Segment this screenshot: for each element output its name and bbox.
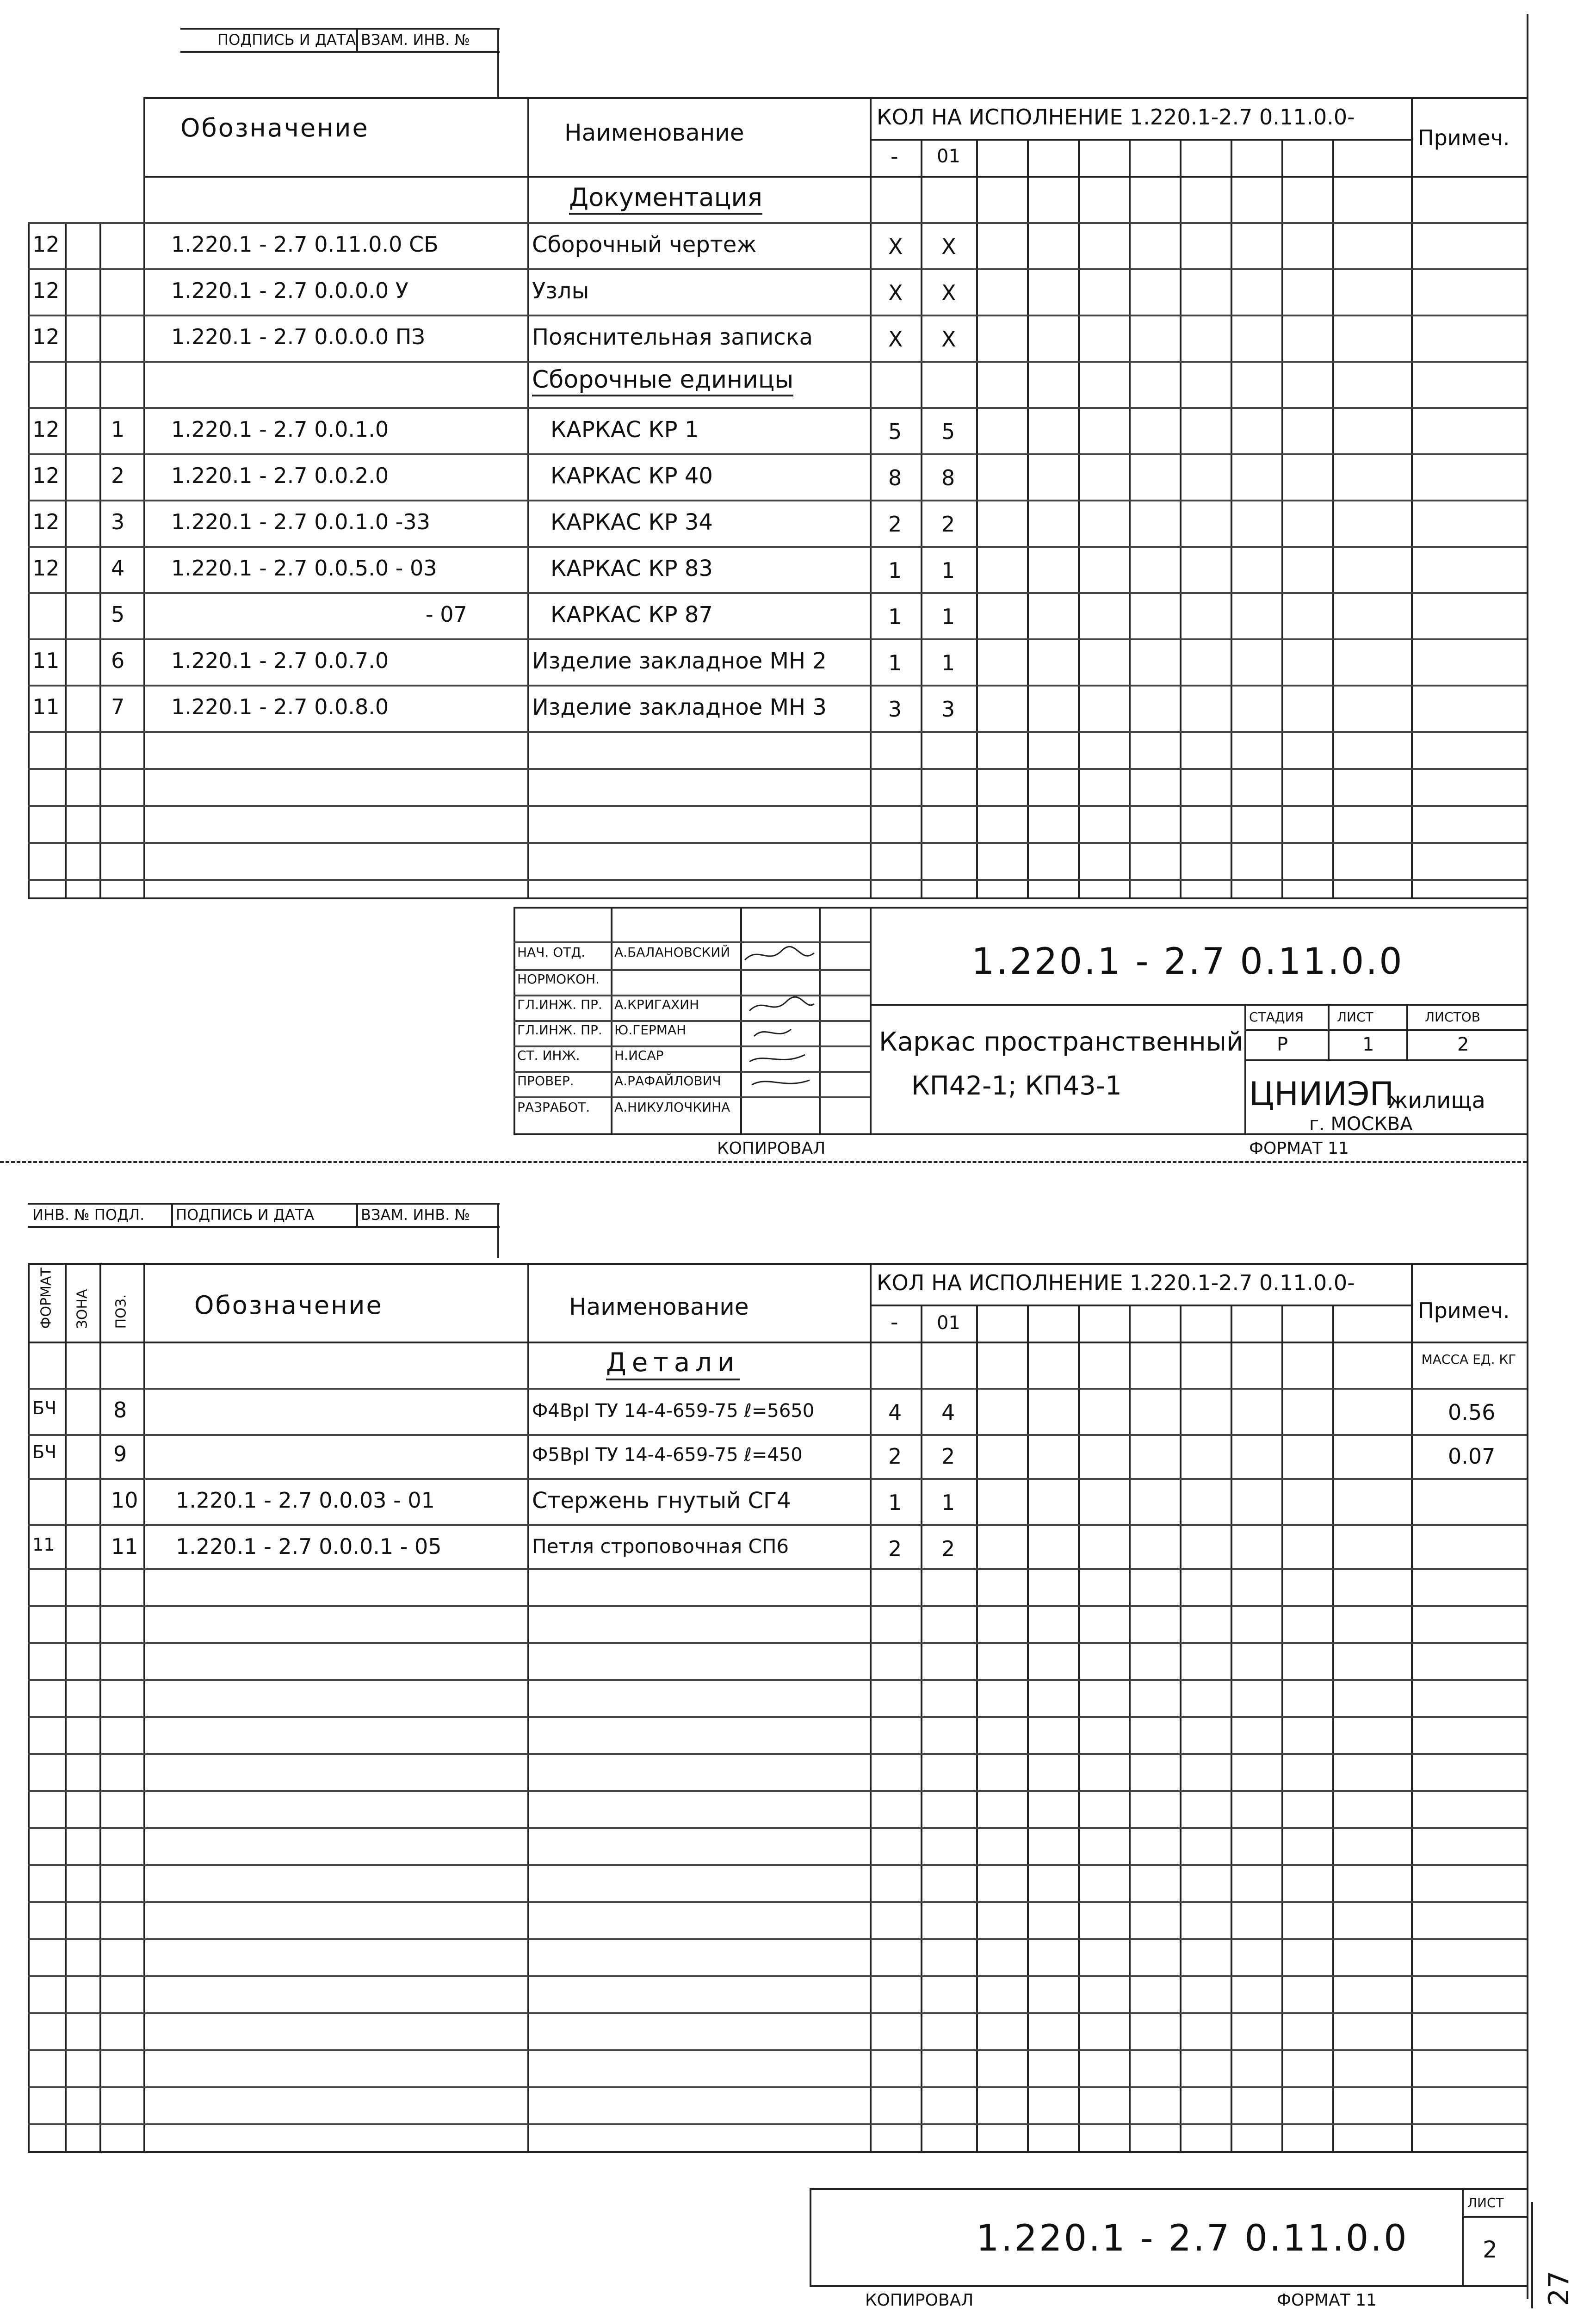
doc-number: 1.220.1 - 2.7 0.11.0.0 [971,941,1404,983]
doc-title-line2: КП42-1; КП43-1 [911,1071,1122,1101]
format-label-2: ФОРМАТ 11 [1277,2291,1377,2310]
header-qty-version: КОЛ НА ИСПОЛНЕНИЕ 1.220.1-2.7 0.11.0.0- [877,1270,1355,1295]
header-version-base: - [891,1310,898,1335]
header-note: Примеч. [1418,1298,1510,1323]
stamp-label-inv: ИНВ. № ПОДЛ. [32,1206,145,1224]
stamp-label-replace: ВЗАМ. ИНВ. № [361,1206,470,1224]
section-assemblies: Сборочные единицы [532,368,793,396]
section-documentation: Документация [569,185,762,215]
header-version-01: 01 [937,1312,960,1334]
header-designation: Обозначение [180,113,369,142]
header-version-01: 01 [937,146,960,167]
doc-number-2: 1.220.1 - 2.7 0.11.0.0 [976,2218,1409,2259]
copied-label-1: КОПИРОВАЛ [717,1139,826,1158]
doc-title-line1: Каркас пространственный [879,1027,1243,1057]
stamp-label-sign: ПОДПИСЬ И ДАТА [217,31,356,49]
mass-label: МАССА ЕД. КГ [1421,1352,1516,1367]
page-number: 27 [1543,2270,1575,2306]
header-qty-version: КОЛ НА ИСПОЛНЕНИЕ 1.220.1-2.7 0.11.0.0- [877,105,1355,130]
header-version-base: - [891,144,898,169]
header-designation: Обозначение [194,1291,383,1320]
org-name: ЦНИИЭП [1249,1075,1394,1113]
stamp-label-sign: ПОДПИСЬ И ДАТА [176,1206,315,1224]
col-label-zone: ЗОНА [74,1289,91,1329]
org-city: г. МОСКВА [1309,1113,1413,1135]
stamp-label-replace: ВЗАМ. ИНВ. № [361,31,470,49]
section-details: Детали [606,1350,740,1380]
header-name: Наименование [564,119,744,146]
header-note: Примеч. [1418,125,1510,150]
col-label-pos: ПОЗ. [113,1294,130,1329]
sheet-number: 2 [1483,2236,1497,2263]
signatures-graphic [740,941,819,1103]
format-label-1: ФОРМАТ 11 [1249,1139,1349,1158]
col-label-format: ФОРМАТ [38,1268,55,1329]
header-name: Наименование [569,1293,749,1320]
org-suffix: жилища [1388,1088,1485,1113]
copied-label-2: КОПИРОВАЛ [865,2291,974,2310]
